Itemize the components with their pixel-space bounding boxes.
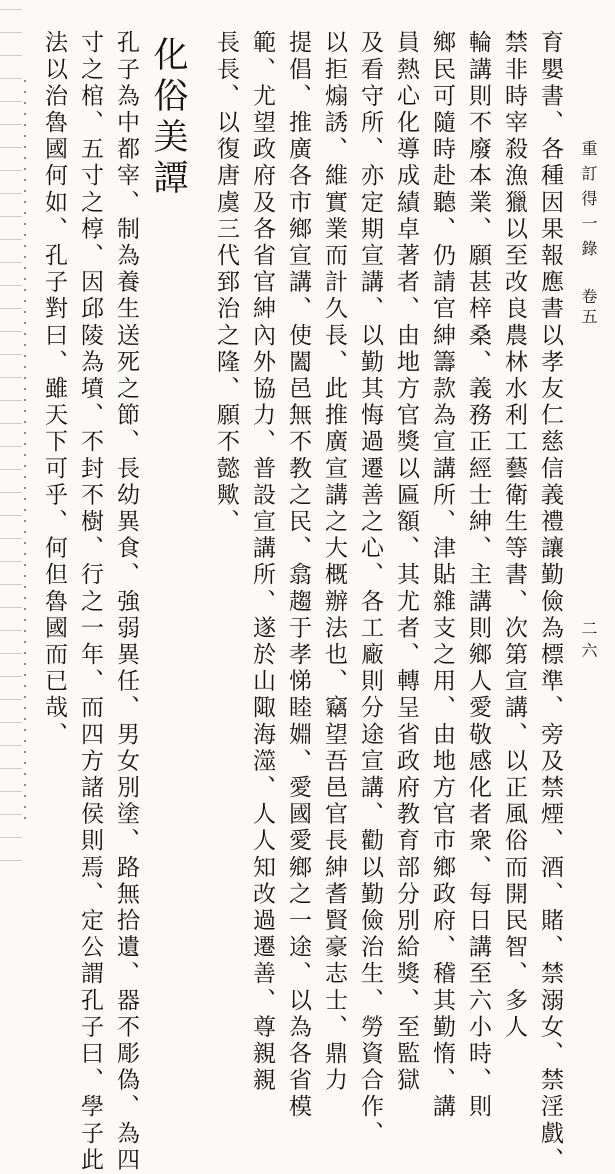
text-column-4: 鄉民可隨時赴聽、仍請官紳籌款為宣講所、津貼雜支之用、由地方官市鄉政府、稽其勤惰、講	[429, 30, 455, 1121]
text-column-3: 輪講則不廢本業、願甚梓桑、義務正經士紳、主講則鄉人愛敬感化者衆、每日講至六小時、則	[465, 30, 491, 1121]
page-edge-shadow	[0, 0, 22, 868]
text-column-2: 禁非時宰殺漁獵以至改良農林水利工藝衛生等書、次第宣講、以正風俗而開民智、多人	[501, 30, 527, 1041]
page-edge-specks	[24, 80, 26, 820]
text-column-13: 法以治魯國何如、孔子對曰、雖天下可乎、何但魯國而已哉、	[41, 30, 67, 749]
text-column-12: 寸之棺、五寸之椁、因邱陵為墳、不封不樹、行之一年、而四方諸侯則焉、定公謂孔子曰、學子此	[77, 30, 103, 1174]
volume-label: 卷五	[579, 288, 598, 328]
text-column-8: 提倡、推廣各市鄉宣講、使闔邑無不教之民、翕趨于孝悌睦婣、愛國愛鄉之一途、以為各省模	[285, 30, 311, 1121]
text-column-7: 以拒煽誘、維實業而計久長、此推廣宣講之大概辦法也、竊望吾邑官長紳耆賢豪志士、鼎力	[321, 30, 347, 1094]
text-column-10: 長長、以復唐虞三代郅治之隆、願不懿歟、	[213, 30, 239, 536]
text-column-9: 範、尤望政府及各省官紳內外協力、普設宣講所、遂於山陬海澨、人人知改過遷善、尊親親	[249, 30, 275, 1094]
text-column-1: 育嬰書、各種因果報應書以孝友仁慈信義禮讓勤儉為標準、旁及禁煙、酒、賭、禁溺女、禁淫戲、	[537, 30, 563, 1174]
book-title: 重訂得一錄	[579, 140, 598, 265]
text-column-6: 及看守所、亦定期宣講、以勤其悔過遷善之心、各工廠則分途宣講、勸以勤儉治生、勞資合作、	[357, 30, 383, 1148]
page-number: 二六	[579, 620, 598, 664]
section-heading: 化俗美譚	[148, 36, 188, 200]
text-column-5: 員熱心化導成績卓著者、由地方官獎以匾額、其尤者、轉呈省政府教育部分別給獎、至監獄	[393, 30, 419, 1094]
text-column-11: 孔子為中都宰、制為養生送死之節、長幼異食、強弱異任、男女別塗、路無拾遺、器不彫偽、為四	[113, 30, 139, 1174]
running-header	[576, 140, 600, 740]
